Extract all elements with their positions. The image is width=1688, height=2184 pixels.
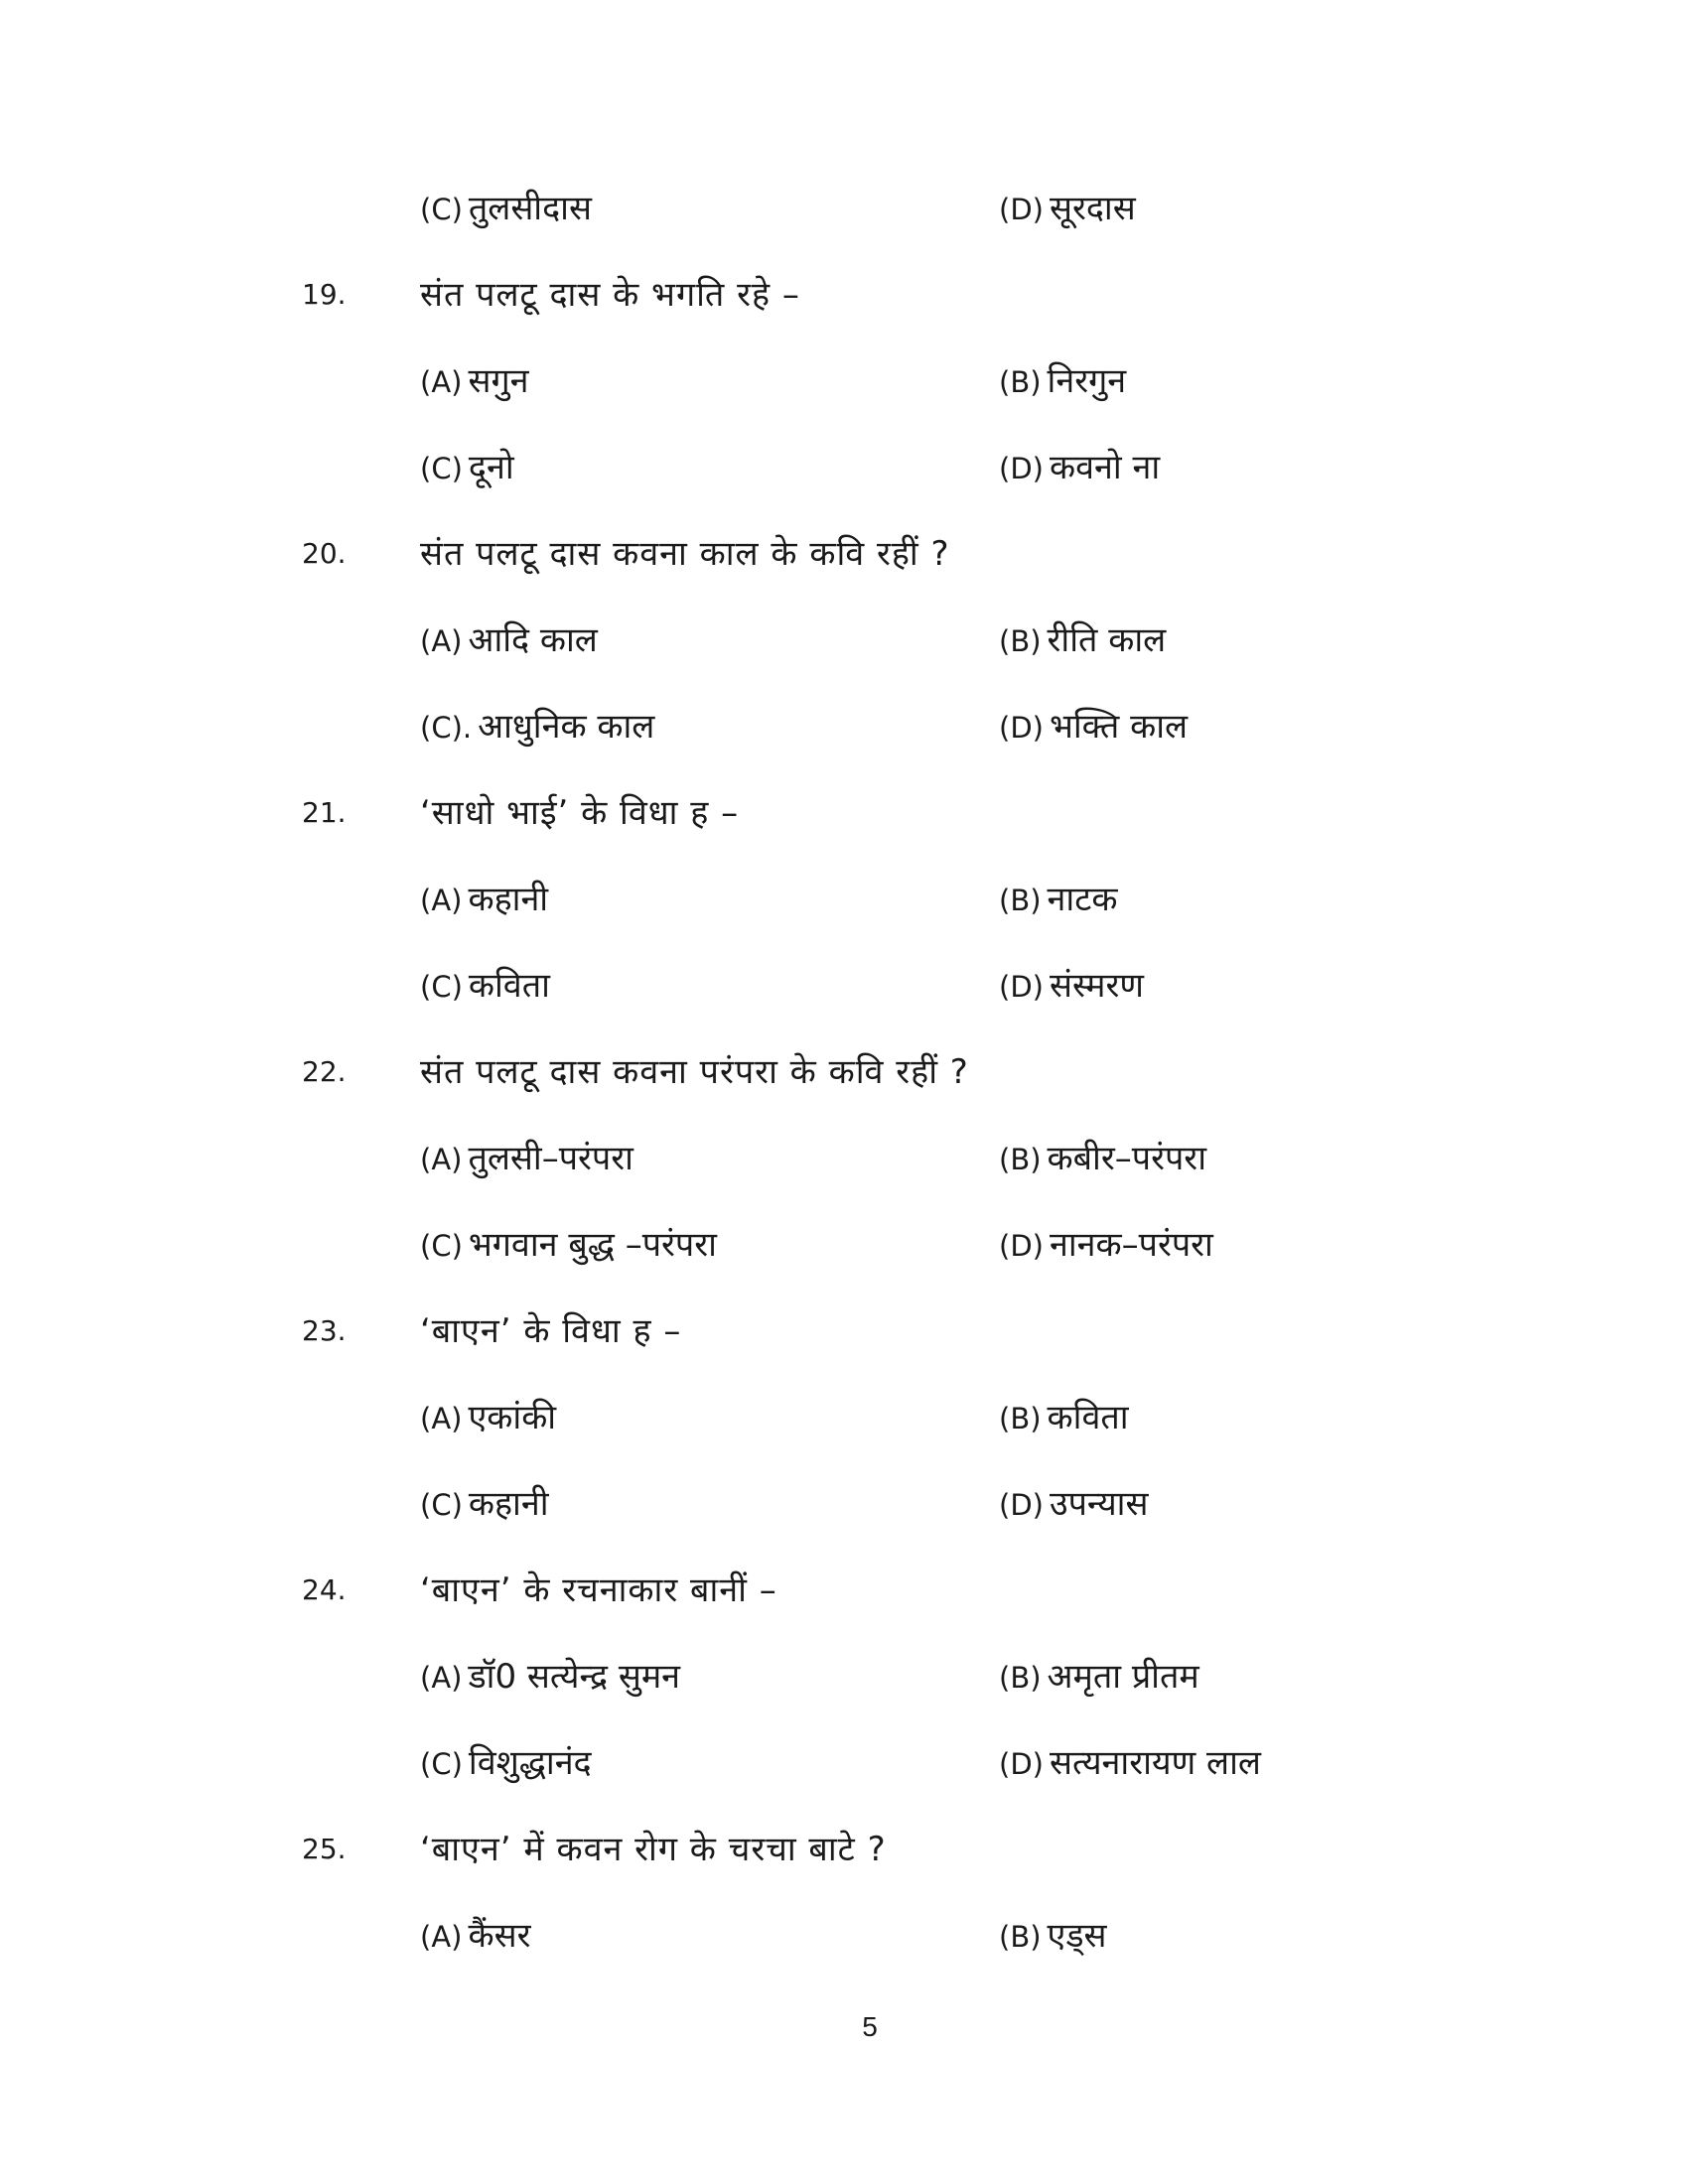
question-number: 20. — [302, 537, 347, 570]
option-a — [420, 1906, 530, 1967]
option-label: (C) — [420, 193, 463, 226]
option-d — [999, 956, 1144, 1017]
question-24 — [0, 1561, 1688, 1620]
option-label: (C) — [420, 1747, 463, 1781]
option-label: (C) — [420, 970, 463, 1004]
option-label: (A) — [420, 1920, 463, 1954]
option-d — [999, 1215, 1213, 1276]
option-text: तुलसी–परंपरा — [468, 1139, 633, 1178]
option-label: (A) — [420, 1402, 463, 1435]
option-d — [999, 697, 1188, 757]
option-d — [999, 1474, 1148, 1535]
option-a — [420, 611, 598, 671]
option-label: (B) — [999, 884, 1042, 917]
option-text: रीति काल — [1047, 620, 1167, 660]
option-text: कहानी — [468, 1484, 549, 1524]
option-a — [420, 351, 528, 412]
option-row — [0, 438, 1688, 497]
option-c — [420, 438, 514, 498]
question-number: 24. — [302, 1573, 347, 1606]
option-label: (C) — [420, 1488, 463, 1522]
option-row — [0, 1647, 1688, 1706]
option-c — [420, 1474, 549, 1535]
option-c — [420, 697, 654, 757]
option-label: (D) — [999, 193, 1044, 226]
option-label: (D) — [999, 1488, 1044, 1522]
option-text: नानक–परंपरा — [1049, 1225, 1213, 1265]
question-number: 25. — [302, 1833, 347, 1865]
option-a — [420, 1129, 633, 1189]
question-23 — [0, 1301, 1688, 1361]
option-text: भगवान बुद्ध –परंपरा — [468, 1225, 717, 1265]
option-a — [420, 870, 548, 930]
option-row — [0, 1733, 1688, 1793]
option-label: (D) — [999, 452, 1044, 485]
option-b — [999, 351, 1126, 412]
option-label: (C) — [420, 1229, 463, 1263]
option-c — [420, 956, 550, 1017]
option-text: डॉ0 सत्येन्द्र सुमन — [468, 1657, 681, 1697]
option-text: कबीर–परंपरा — [1047, 1139, 1207, 1178]
option-b — [999, 1647, 1199, 1707]
question-19 — [0, 265, 1688, 325]
option-text: सूरदास — [1049, 189, 1136, 228]
option-text: आदि काल — [468, 620, 598, 660]
option-row — [0, 870, 1688, 929]
option-b — [999, 870, 1117, 930]
option-label: (B) — [999, 1402, 1042, 1435]
option-text: कवनो ना — [1049, 448, 1161, 487]
option-label: (B) — [999, 1143, 1042, 1176]
option-text: अमृता प्रीतम — [1047, 1657, 1199, 1697]
option-c — [420, 1733, 592, 1794]
option-text: तुलसीदास — [468, 189, 592, 228]
option-text: एड्स — [1047, 1916, 1107, 1956]
option-label: (D) — [999, 970, 1044, 1004]
question-text: संत पलटू दास के भगति रहे – — [420, 275, 800, 315]
option-row — [0, 1474, 1688, 1534]
question-text: ‘साधो भाई’ के विधा ह – — [420, 793, 740, 833]
question-20 — [0, 524, 1688, 584]
option-text: कहानी — [468, 880, 549, 919]
question-25 — [0, 1820, 1688, 1879]
option-label: (A) — [420, 1143, 463, 1176]
option-label: (B) — [999, 1920, 1042, 1954]
option-row — [0, 697, 1688, 756]
question-22 — [0, 1042, 1688, 1102]
option-text: संस्मरण — [1049, 966, 1144, 1006]
option-row — [0, 1388, 1688, 1447]
question-text: ‘बाएन’ में कवन रोग के चरचा बाटे ? — [420, 1830, 887, 1869]
option-row-continued — [0, 179, 1688, 238]
option-label: (A) — [420, 884, 463, 917]
question-number: 23. — [302, 1314, 347, 1347]
option-text: कविता — [468, 966, 550, 1006]
question-number: 22. — [302, 1055, 347, 1088]
option-text: सगुन — [468, 361, 529, 401]
question-text: ‘बाएन’ के विधा ह – — [420, 1311, 682, 1351]
option-text: आधुनिक काल — [478, 707, 655, 747]
option-label: (A) — [420, 1661, 463, 1695]
option-c — [420, 1215, 717, 1276]
page-number: 5 — [862, 2011, 878, 2042]
option-text: विशुद्धानंद — [468, 1743, 592, 1783]
option-d — [999, 1733, 1261, 1794]
option-label: (B) — [999, 1661, 1042, 1695]
option-d — [999, 179, 1136, 239]
option-row — [0, 1906, 1688, 1966]
option-b — [999, 1129, 1206, 1189]
option-text: एकांकी — [468, 1398, 557, 1437]
option-label: (C) — [420, 452, 463, 485]
option-a — [420, 1388, 556, 1448]
option-label: (D) — [999, 1747, 1044, 1781]
question-text: संत पलटू दास कवना परंपरा के कवि रहीं ? — [420, 1052, 969, 1092]
option-text: कैंसर — [468, 1916, 531, 1956]
option-label: (B) — [999, 624, 1042, 658]
option-text: नाटक — [1047, 880, 1118, 919]
option-row — [0, 351, 1688, 411]
option-row — [0, 1215, 1688, 1275]
question-21 — [0, 783, 1688, 843]
option-b — [999, 611, 1166, 671]
option-row — [0, 1129, 1688, 1188]
option-b — [999, 1906, 1107, 1967]
question-number: 19. — [302, 278, 347, 311]
option-c — [420, 179, 592, 239]
option-text: कविता — [1047, 1398, 1129, 1437]
option-text: दूनो — [468, 448, 514, 487]
option-d — [999, 438, 1160, 498]
option-label: (D) — [999, 711, 1044, 745]
option-label: (A) — [420, 624, 463, 658]
option-text: उपन्यास — [1049, 1484, 1149, 1524]
option-label: (C). — [420, 711, 473, 745]
option-label: (D) — [999, 1229, 1044, 1263]
option-text: सत्यनारायण लाल — [1049, 1743, 1261, 1783]
question-text: ‘बाएन’ के रचनाकार बानीं – — [420, 1570, 777, 1610]
option-text: भक्ति काल — [1049, 707, 1189, 747]
option-row — [0, 956, 1688, 1016]
question-text: संत पलटू दास कवना काल के कवि रहीं ? — [420, 534, 950, 574]
option-b — [999, 1388, 1129, 1448]
option-label: (B) — [999, 365, 1042, 399]
option-row — [0, 611, 1688, 670]
option-text: निरगुन — [1047, 361, 1127, 401]
option-a — [420, 1647, 680, 1707]
question-number: 21. — [302, 796, 347, 829]
option-label: (A) — [420, 365, 463, 399]
